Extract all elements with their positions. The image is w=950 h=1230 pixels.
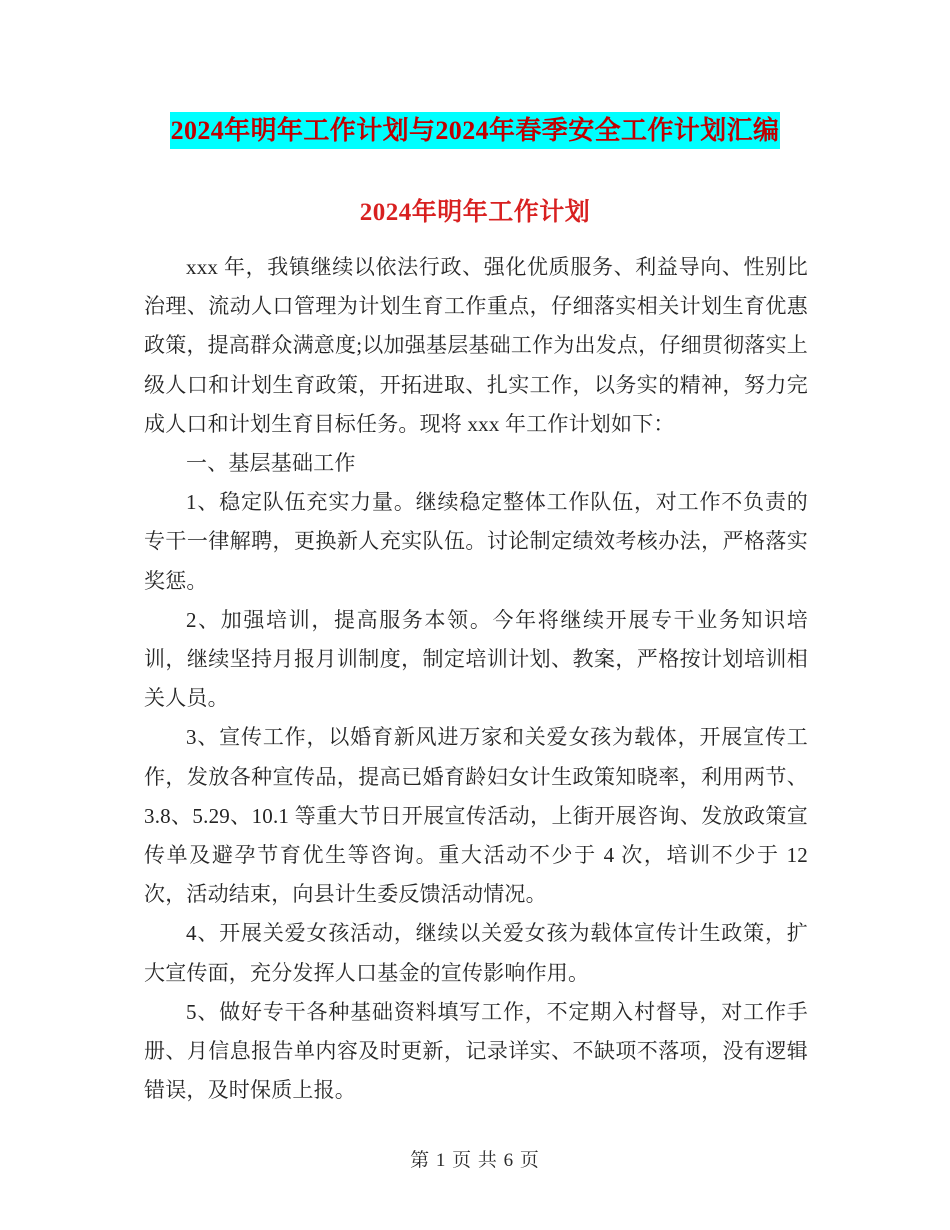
paragraph-intro: xxx 年，我镇继续以依法行政、强化优质服务、利益导向、性别比治理、流动人口管理为计划生育工作重点，仔细落实相关计划生育优惠政策，提高群众满意度;以加强基层基础工作为出发点，仔细贯彻落实上级人口和计划生育政策，开拓进取、扎实工作，以务实的精神，努力完成人口和计划生育目标任务。现将 xxx 年工作计划如下： (144, 255, 808, 436)
page-footer (0, 1148, 950, 1174)
paragraph-item-1: 1、稳定队伍充实力量。继续稳定整体工作队伍，对工作不负责的专干一律解聘，更换新人充实队伍。讨论制定绩效考核办法，严格落实奖惩。 (144, 490, 808, 593)
paragraph-item-4: 4、开展关爱女孩活动，继续以关爱女孩为载体宣传计生政策，扩大宣传面，充分发挥人口基金的宣传影响作用。 (144, 921, 808, 985)
paragraph-item-5: 5、做好专干各种基础资料填写工作，不定期入村督导，对工作手册、月信息报告单内容及时更新，记录详实、不缺项不落项，没有逻辑错误，及时保质上报。 (144, 999, 808, 1103)
paragraph-item-3: 3、宣传工作，以婚育新风进万家和关爱女孩为载体，开展宣传工作，发放各种宣传品，提高已婚育龄妇女计生政策知晓率，利用两节、3.8、5.29、10.1 等重大节日开展宣传活动，上街开展咨询、发放政策宣传单及避孕节育优生等咨询。重大活动不少于 4 次，培训不少于 12 次，活动结束，向县计生委反馈活动情况。 (144, 725, 808, 907)
document-subtitle-container (0, 196, 950, 230)
paragraph-item-2: 2、加强培训，提高服务本领。今年将继续开展专干业务知识培训，继续坚持月报月训制度，制定培训计划、教案，严格按计划培训相关人员。 (144, 607, 808, 711)
page-title: 2024年明年工作计划与2024年春季安全工作计划汇编 (170, 112, 781, 149)
document-body (144, 248, 808, 1110)
document-title-container (0, 112, 950, 149)
section-heading-one: 一、基层基础工作 (186, 451, 356, 476)
page-number-label: 第 1 页 共 6 页 (410, 1150, 540, 1171)
document-subtitle: 2024年明年工作计划 (359, 199, 591, 226)
